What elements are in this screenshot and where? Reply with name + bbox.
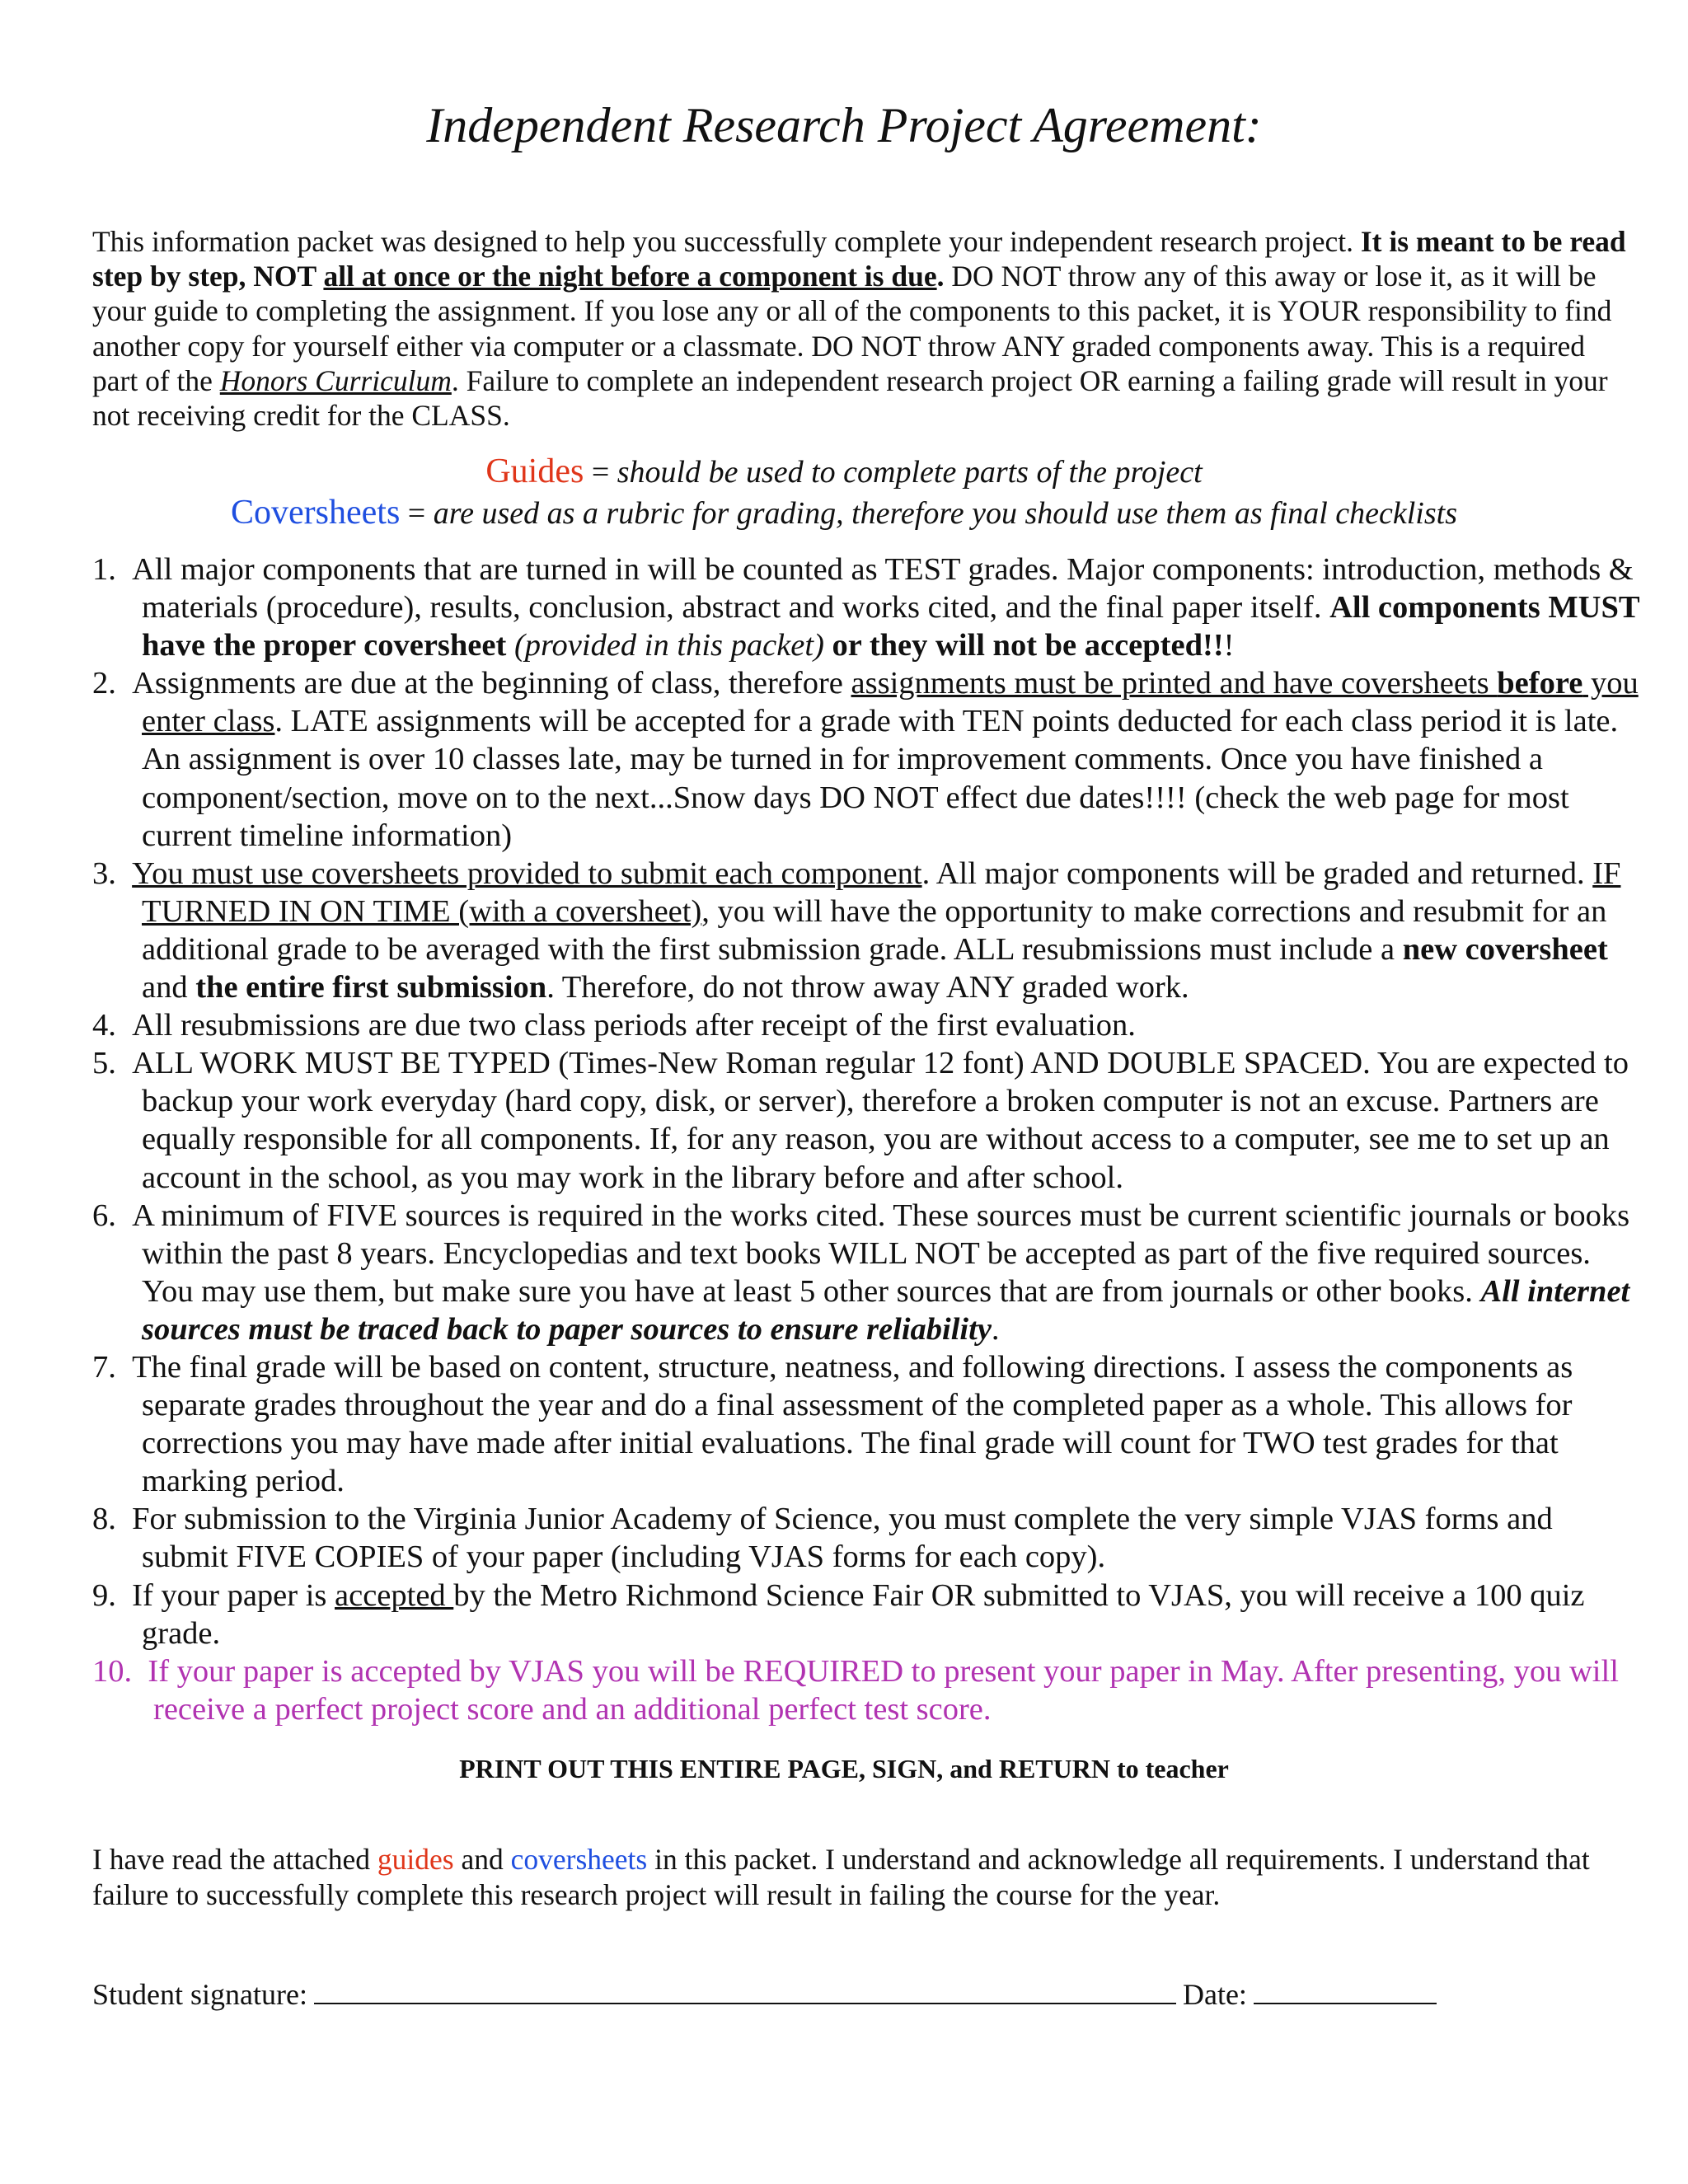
coversheets-definition: are used as a rubric for grading, therefore you should use them as final checklists [433, 496, 1457, 531]
legend-guides [0, 451, 1688, 493]
intro-text: This information packet was designed to help you successfully complete your independent research project. [92, 225, 1361, 258]
guides-key: Guides [485, 452, 584, 490]
rule-7 [92, 1348, 1642, 1500]
intro-emphasis: It is meant to be read step by step, NOT [92, 225, 1626, 293]
print-instruction: PRINT OUT THIS ENTIRE PAGE, SIGN, and RETURN to teacher [459, 1754, 1229, 1783]
ack-guides: guides [377, 1843, 454, 1876]
rule-text-underlined: You must use coversheets provided to submit each component [132, 855, 922, 891]
rule-text: and [142, 970, 196, 1005]
rule-8 [92, 1500, 1642, 1576]
rule-3 [92, 855, 1642, 1006]
rule-text: , you will have the opportunity to make corrections and resubmit for an additional grade to be averaged with the first submission grade. ALL resubmissions must include a [142, 893, 1607, 967]
rule-text-bold: new coversheet [1402, 931, 1608, 967]
rule-text: The final grade will be based on content, structure, neatness, and following directions. I assess the components as separate grades throughout the year and do a final assessment of the completed paper as a whole. This allows for corrections you may have made after initial evaluations. The final grade will count for TWO test grades for that marking period. [132, 1349, 1573, 1499]
rule-text: . LATE assignments will be accepted for a grade with TEN points deducted for each class period it is late. An assignment is over 10 classes late, may be turned in for improvement comments. Once you have finished a component/section, move on to the next...Snow days DO NOT effect due dates!!!! (check the web page for most current timeline information) [142, 704, 1619, 853]
acknowledgement-paragraph [92, 1842, 1634, 1912]
rule-text: . All major components will be graded and returned. [921, 855, 1593, 891]
date-field[interactable] [1254, 1975, 1437, 2004]
rule-text: ALL WORK MUST BE TYPED (Times-New Roman regular 12 font) AND DOUBLE SPACED. You are expected to backup your work everyday (hard copy, disk, or server), therefore a broken computer is not an excuse. Partners are equally responsible for all components. If, for any reason, you are without access to a computer, see me to set up an account in the school, as you may work in the library before and after school. [132, 1046, 1629, 1195]
student-signature-field[interactable] [314, 1975, 1176, 2004]
rule-text: Assignments are due at the beginning of class, therefore [132, 666, 851, 701]
signature-row [92, 1975, 1634, 2014]
intro-paragraph [92, 224, 1634, 433]
rule-text: If your paper is [132, 1577, 335, 1613]
rule-text: . Therefore, do not throw away ANY graded work. [546, 970, 1189, 1005]
rule-1 [92, 551, 1642, 664]
rule-2 [92, 664, 1642, 854]
rule-text: ! [1223, 628, 1235, 663]
intro-period: . [936, 260, 945, 293]
rule-text-underlined: accepted [335, 1577, 454, 1613]
rule-number: 2. [92, 666, 116, 701]
rule-number: 9. [92, 1577, 116, 1613]
rule-5 [92, 1044, 1642, 1196]
rule-text: All major components that are turned in will be counted as TEST grades. Major components: introduction, methods & materials (procedure), results, conclusion, abstract and works cited, and the final paper itself. [132, 552, 1634, 626]
rule-number: 3. [92, 855, 116, 891]
ack-text: I have read the attached [92, 1843, 377, 1876]
ack-coversheets: coversheets [510, 1843, 648, 1876]
rule-text: If your paper is accepted by VJAS you will be REQUIRED to present your paper in May. After presenting, you will receive a perfect project score and an additional perfect test score. [148, 1653, 1619, 1727]
intro-text-end: . Failure to complete an independent research project OR earning a failing grade will result in your not receiving credit for the CLASS. [92, 363, 1608, 433]
rule-number: 6. [92, 1197, 116, 1233]
rule-text-bold-underlined: before [1497, 666, 1583, 701]
student-signature-label: Student signature: [92, 1978, 307, 2011]
rule-text-bold-italic: All internet sources must be traced back to paper sources to ensure reliability [142, 1273, 1630, 1347]
rule-4 [92, 1006, 1642, 1044]
intro-text-continued: DO NOT throw any of this away or lose it, as it will be your guide to completing the assignment. If you lose any or all of the components to this packet, it is YOUR responsibility to find another copy for yourself either via computer or a classmate. DO NOT throw ANY graded components away. This is a required part of the [92, 260, 1612, 397]
rule-number: 4. [92, 1008, 116, 1043]
rule-number: 5. [92, 1046, 116, 1081]
ack-text: and [453, 1843, 511, 1876]
ack-text: in this packet. I understand and acknowledge all requirements. I understand that failure to successfully complete this research project will result in failing the course for the year. [92, 1843, 1590, 1911]
rule-10 [92, 1652, 1642, 1728]
rule-number: 1. [92, 552, 116, 587]
rule-text-underlined: IF TURNED IN ON TIME (with a coversheet) [142, 855, 1621, 929]
page-title: Independent Research Project Agreement: [426, 98, 1262, 152]
guides-definition: should be used to complete parts of the project [617, 455, 1203, 490]
rule-text-bold: All components MUST have the proper coversheet [142, 590, 1639, 663]
rule-number: 7. [92, 1349, 116, 1385]
rule-6 [92, 1197, 1642, 1348]
rule-text-italic: (provided in this packet) [506, 628, 832, 663]
rule-9 [92, 1577, 1642, 1652]
rule-text: For submission to the Virginia Junior Academy of Science, you must complete the very simple VJAS forms and submit FIVE COPIES of your paper (including VJAS forms for each copy). [132, 1502, 1553, 1575]
rule-text: . [991, 1311, 1000, 1347]
rule-text-underlined: assignments must be printed and have coversheets [851, 666, 1498, 701]
coversheets-key: Coversheets [231, 494, 401, 532]
rule-text: A minimum of FIVE sources is required in the works cited. These sources must be current scientific journals or books within the past 8 years. Encyclopedias and text books WILL NOT be accepted as part of the five required sources. You may use them, but make sure you have at least 5 other sources that are from journals or other books. [132, 1197, 1630, 1309]
intro-emphasis-underlined: all at once or the night before a component is due [323, 260, 937, 293]
rule-text-bold: the entire first submission [195, 970, 547, 1005]
guides-equals: = [584, 455, 617, 490]
rule-number: 8. [92, 1502, 116, 1537]
rules-list [92, 551, 1642, 1728]
rule-text-underlined: you enter class [142, 666, 1639, 739]
coversheets-equals: = [400, 496, 434, 531]
rule-text: by the Metro Richmond Science Fair OR submitted to VJAS, you will receive a 100 quiz grade. [142, 1577, 1585, 1651]
rule-number: 10. [92, 1653, 133, 1689]
rule-text: All resubmissions are due two class periods after receipt of the first evaluation. [132, 1008, 1136, 1043]
honors-curriculum: Honors Curriculum [219, 363, 452, 397]
legend-coversheets [0, 492, 1688, 534]
rule-text-bold: or they will not be accepted!! [832, 628, 1224, 663]
date-label: Date: [1182, 1978, 1247, 2011]
